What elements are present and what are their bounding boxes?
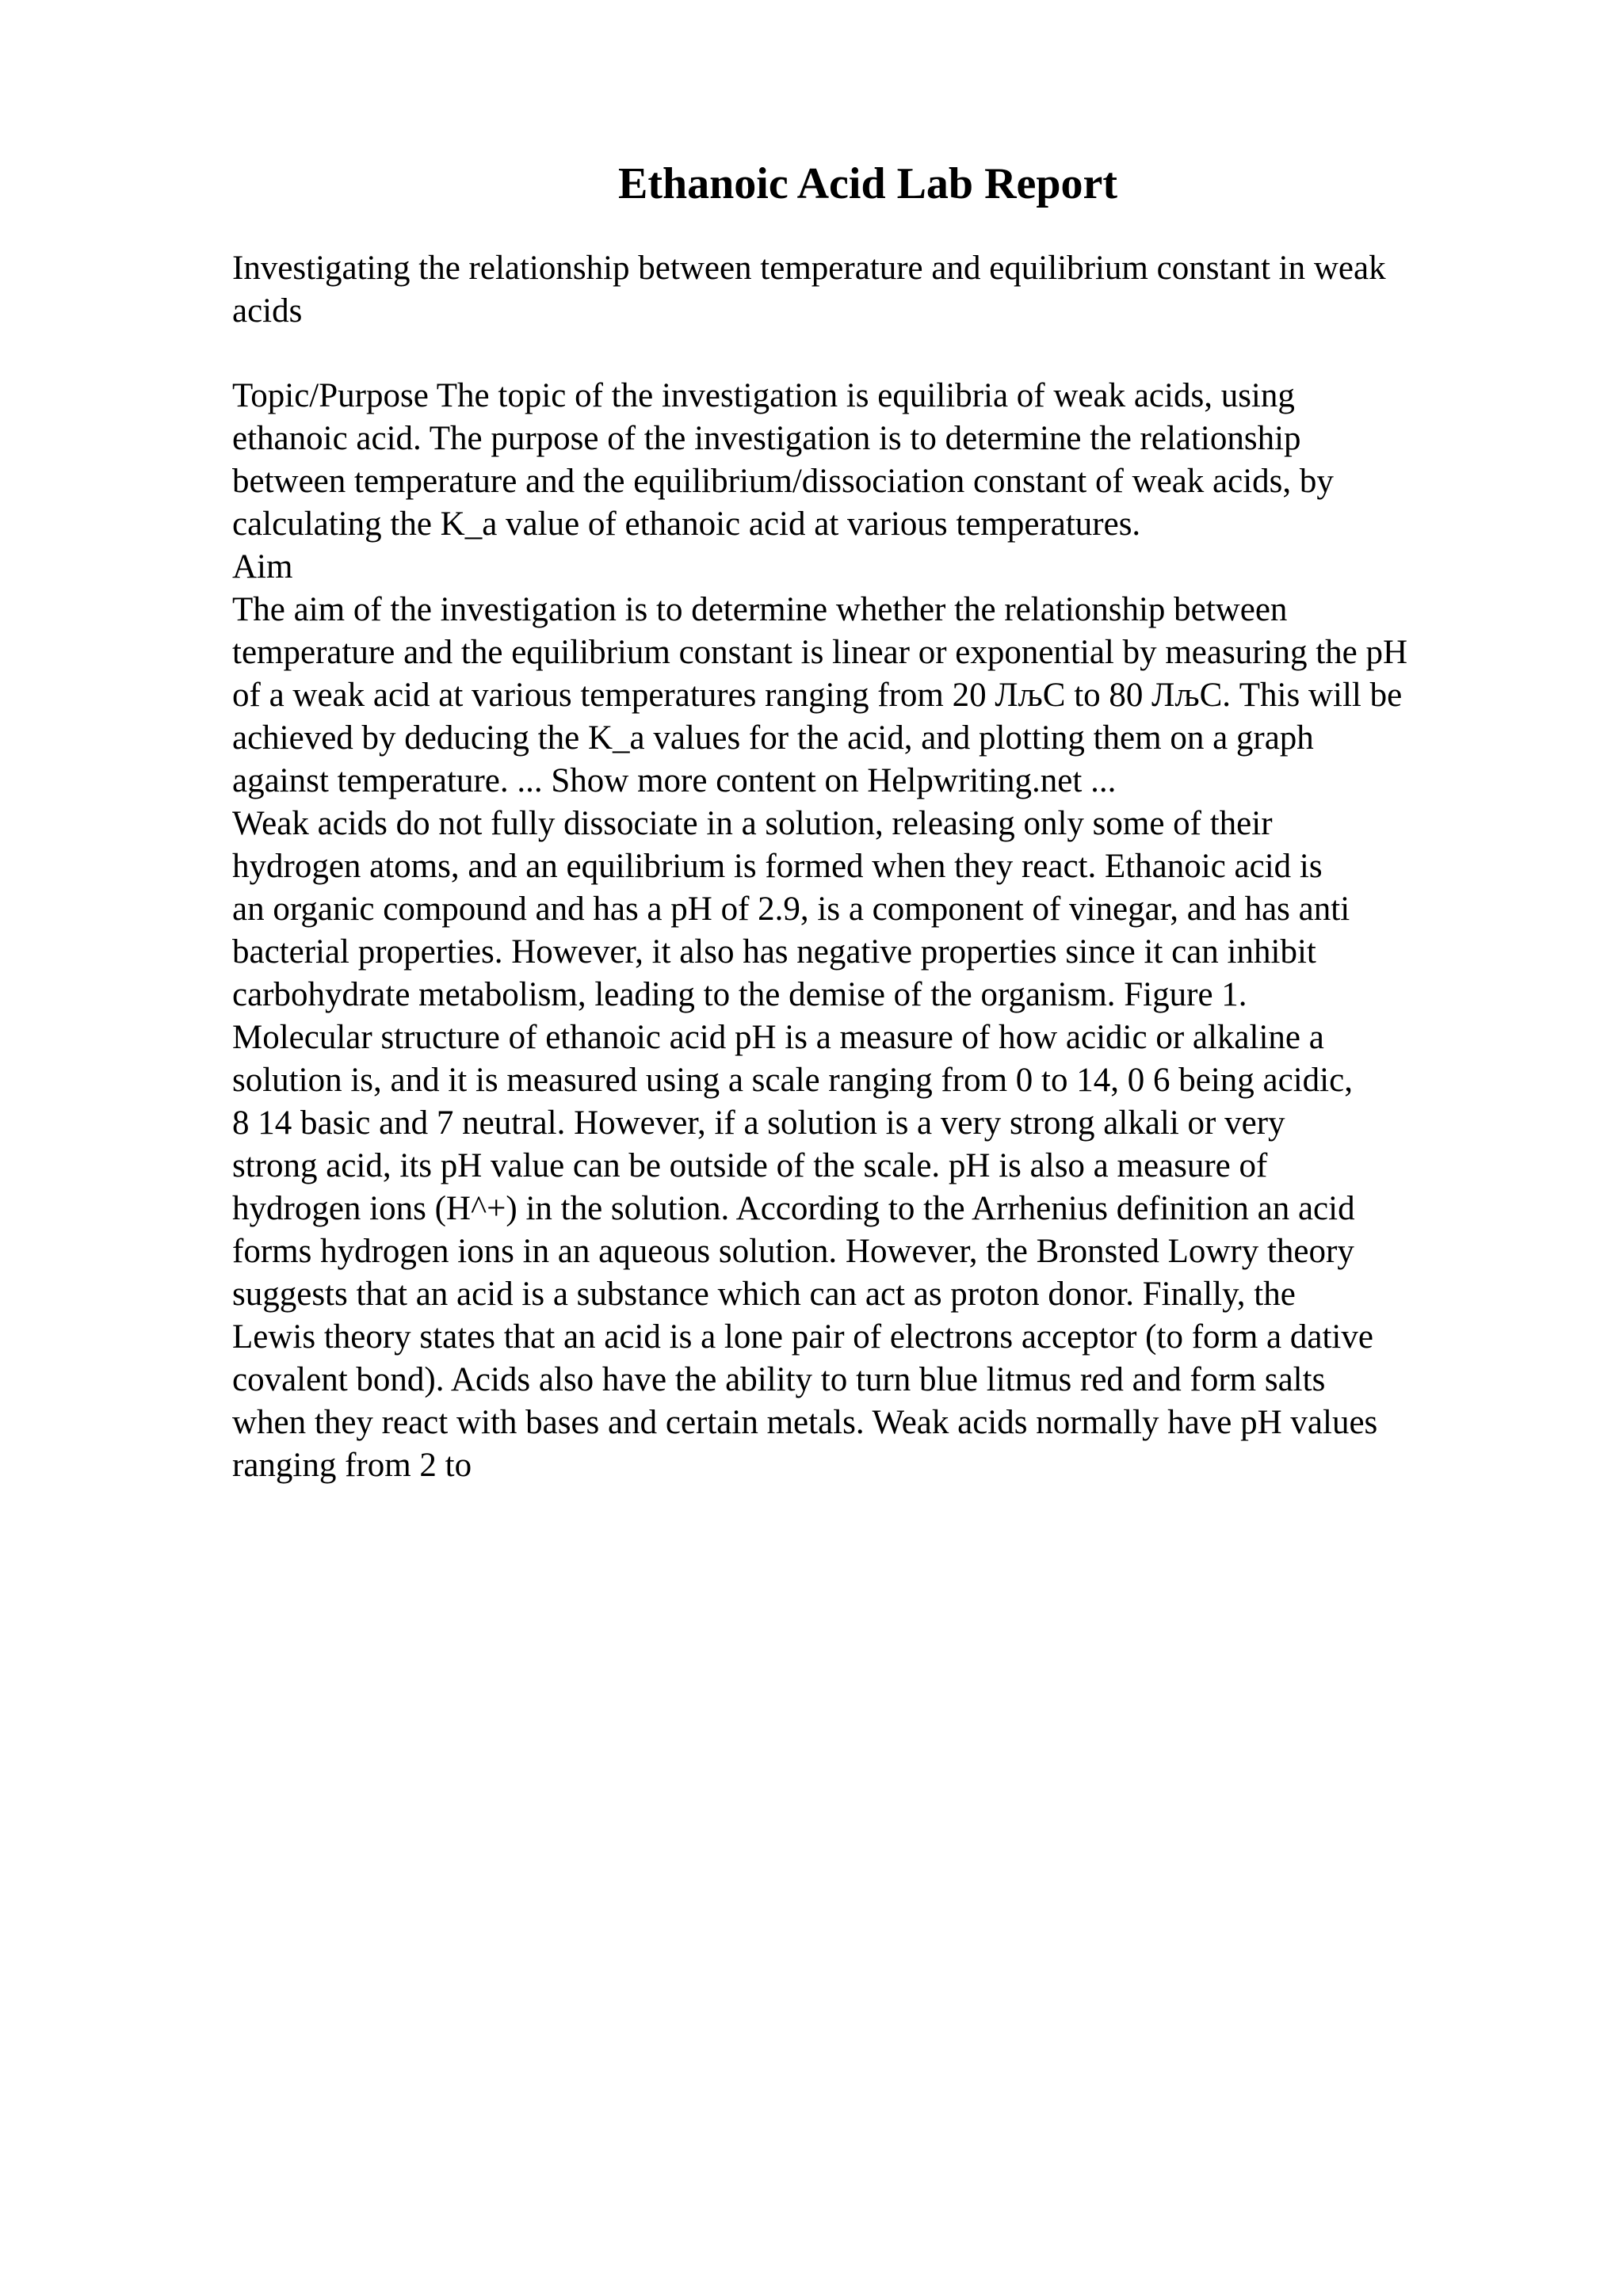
body-line: against temperature. ... Show more content on Helpwriting.net ... xyxy=(232,762,1117,799)
document-title: Ethanoic Acid Lab Report xyxy=(617,159,1118,208)
body-line: strong acid, its pH value can be outside of the scale. pH is also a measure of xyxy=(232,1147,1268,1184)
body-line: Lewis theory states that an acid is a lone pair of electrons acceptor (to form a dative xyxy=(232,1318,1373,1356)
section-heading-aim: Aim xyxy=(232,548,293,585)
body-line: of a weak acid at various temperatures ranging from 20 ЛљС to 80 ЛљС. This will be xyxy=(232,677,1403,714)
body-line: an organic compound and has a pH of 2.9, is a component of vinegar, and has anti xyxy=(232,891,1350,928)
body-line: between temperature and the equilibrium/dissociation constant of weak acids, by xyxy=(232,463,1334,500)
body-line: temperature and the equilibrium constant is linear or exponential by measuring the pH xyxy=(232,634,1408,671)
body-line: Molecular structure of ethanoic acid pH is a measure of how acidic or alkaline a xyxy=(232,1019,1324,1056)
body-line: carbohydrate metabolism, leading to the demise of the organism. Figure 1. xyxy=(232,976,1247,1013)
body-line: hydrogen ions (H^+) in the solution. According to the Arrhenius definition an acid xyxy=(232,1190,1355,1227)
body-line: 8 14 basic and 7 neutral. However, if a solution is a very strong alkali or very xyxy=(232,1104,1285,1142)
body-line: suggests that an acid is a substance which can act as proton donor. Finally, the xyxy=(232,1276,1296,1313)
body-line: bacterial properties. However, it also has negative properties since it can inhibit xyxy=(232,933,1316,971)
body-line: when they react with bases and certain metals. Weak acids normally have pH values xyxy=(232,1404,1378,1441)
body-line: hydrogen atoms, and an equilibrium is formed when they react. Ethanoic acid is xyxy=(232,848,1323,885)
body-line: ranging from 2 to xyxy=(232,1447,472,1484)
body-line: The aim of the investigation is to determine whether the relationship between xyxy=(232,591,1288,628)
body-line: covalent bond). Acids also have the ability to turn blue litmus red and form salts xyxy=(232,1361,1326,1398)
subtitle-line: Investigating the relationship between temperature and equilibrium constant in weak xyxy=(232,250,1386,287)
subtitle-line: acids xyxy=(232,292,303,330)
body-line: Weak acids do not fully dissociate in a solution, releasing only some of their xyxy=(232,805,1273,842)
body-line: calculating the K_a value of ethanoic acid at various temperatures. xyxy=(232,505,1141,543)
document-body xyxy=(232,375,1516,1487)
body-line: ethanoic acid. The purpose of the investigation is to determine the relationship xyxy=(232,420,1301,457)
document-subtitle xyxy=(232,247,1516,333)
body-line: achieved by deducing the K_a values for the acid, and plotting them on a graph xyxy=(232,719,1314,757)
body-line: forms hydrogen ions in an aqueous solution. However, the Bronsted Lowry theory xyxy=(232,1233,1354,1270)
body-line: solution is, and it is measured using a scale ranging from 0 to 14, 0 6 being acidic, xyxy=(232,1062,1353,1099)
body-line: Topic/Purpose The topic of the investigation is equilibria of weak acids, using xyxy=(232,377,1295,414)
